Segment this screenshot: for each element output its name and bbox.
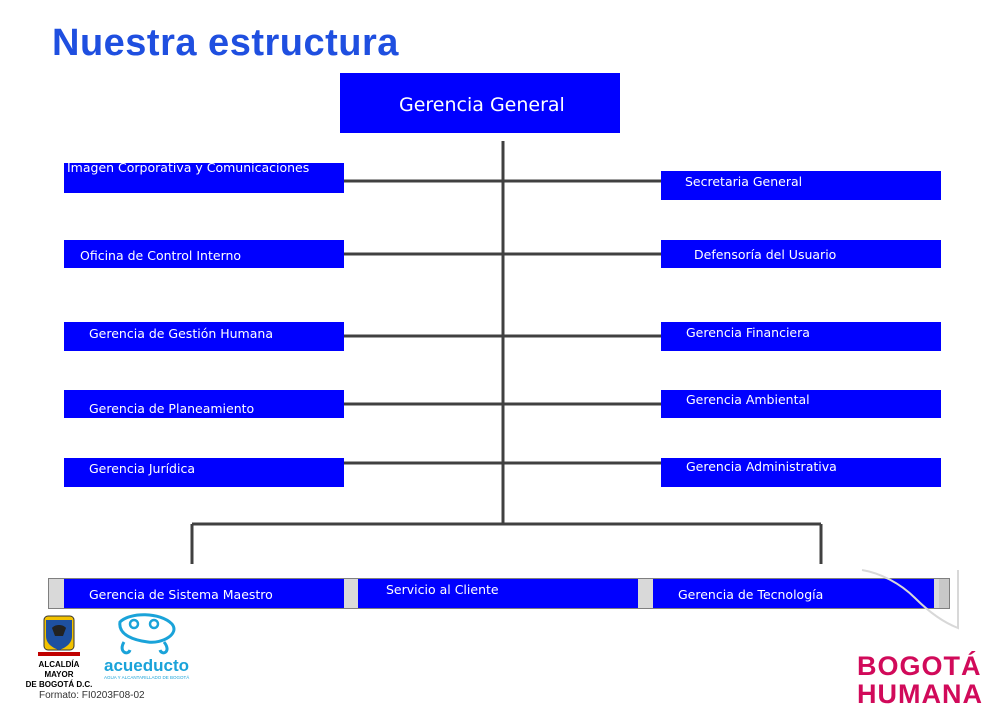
org-box-secretaria-general bbox=[661, 171, 941, 200]
org-box-control-interno bbox=[64, 240, 344, 268]
org-box-label: Gerencia Administrativa bbox=[686, 459, 837, 474]
page-title: Nuestra estructura bbox=[52, 22, 399, 64]
acueducto-frog-logo bbox=[100, 612, 190, 662]
bogota-line1: BOGOTÁ bbox=[857, 651, 982, 681]
org-box-label: Servicio al Cliente bbox=[386, 582, 499, 597]
formato-code: Formato: FI0203F08-02 bbox=[39, 690, 145, 701]
org-box-label: Defensoría del Usuario bbox=[694, 247, 837, 262]
org-box-label: Gerencia de Sistema Maestro bbox=[89, 587, 273, 602]
org-box-label: Gerencia Jurídica bbox=[89, 461, 195, 476]
org-box-servicio-cliente bbox=[358, 579, 638, 608]
org-box-label: Gerencia de Gestión Humana bbox=[89, 326, 273, 341]
org-box-gerencia-general bbox=[340, 73, 620, 133]
org-box-juridica bbox=[64, 458, 344, 487]
org-box-label: Imagen Corporativa y Comunicaciones bbox=[67, 160, 310, 175]
org-box-label: Secretaria General bbox=[685, 174, 803, 189]
org-box-planeamiento bbox=[64, 390, 344, 418]
org-box-defensoria bbox=[661, 240, 941, 268]
org-box-label: Gerencia de Tecnología bbox=[678, 587, 824, 602]
acueducto-wordmark: acueducto bbox=[104, 656, 190, 675]
org-box-financiera bbox=[661, 322, 941, 351]
org-box-label: Gerencia Financiera bbox=[686, 325, 810, 340]
org-box-administrativa bbox=[661, 458, 941, 487]
alcaldia-text bbox=[24, 660, 94, 690]
org-box-imagen-corporativa bbox=[64, 160, 344, 193]
org-box-sistema-maestro bbox=[64, 579, 344, 608]
page-curl-decoration bbox=[860, 568, 960, 648]
alcaldia-line1: ALCALDÍA MAYOR bbox=[38, 660, 80, 679]
org-box-label: Gerencia General bbox=[399, 94, 565, 116]
org-box-ambiental bbox=[661, 390, 941, 418]
org-box-label: Gerencia Ambiental bbox=[686, 392, 810, 407]
bogota-humana-logo bbox=[857, 651, 983, 709]
alcaldia-line2: DE BOGOTÁ D.C. bbox=[25, 680, 93, 689]
acueducto-subtitle: AGUA Y ALCANTARILLADO DE BOGOTÁ bbox=[104, 675, 190, 680]
org-box-label: Oficina de Control Interno bbox=[80, 248, 242, 263]
org-box-gestion-humana bbox=[64, 322, 344, 351]
org-box-label: Gerencia de Planeamiento bbox=[89, 401, 255, 416]
bogota-line2: HUMANA bbox=[857, 679, 983, 709]
